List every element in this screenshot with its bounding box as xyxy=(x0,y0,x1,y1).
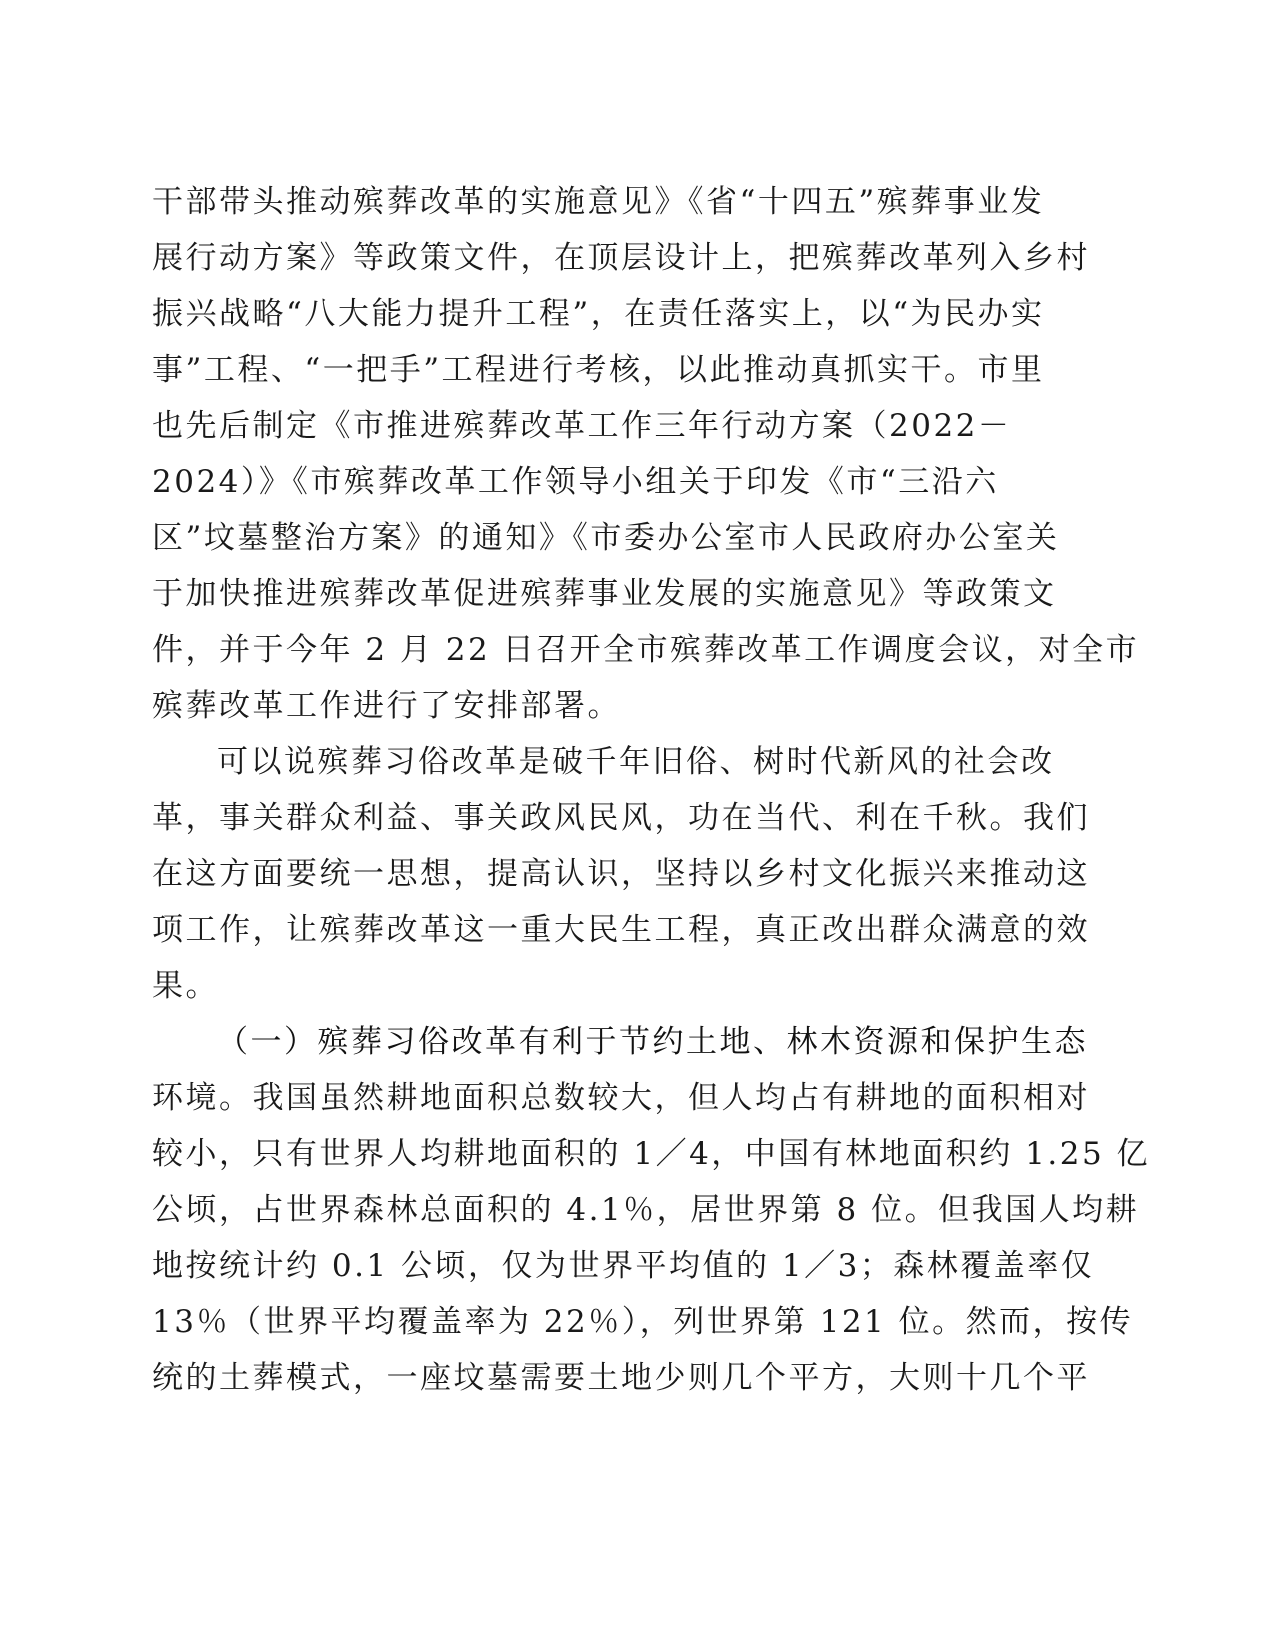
paragraph-1-line-6: 2024）》《市殡葬改革工作领导小组关于印发《市“三沿六 xyxy=(152,464,999,500)
paragraph-3-line-3: 较小，只有世界人均耕地面积的 1／4，中国有林地面积约 1.25 亿 xyxy=(152,1136,1151,1172)
paragraph-2-line-2: 革，事关群众利益、事关政风民风，功在当代、利在千秋。我们 xyxy=(152,800,1090,836)
paragraph-3-line-2: 环境。我国虽然耕地面积总数较大，但人均占有耕地的面积相对 xyxy=(152,1080,1090,1116)
paragraph-2-line-3: 在这方面要统一思想，提高认识，坚持以乡村文化振兴来推动这 xyxy=(152,856,1090,892)
paragraph-3-line-1: （一）殡葬习俗改革有利于节约土地、林木资源和保护生态 xyxy=(217,1024,1088,1060)
paragraph-3-line-7: 统的土葬模式，一座坟墓需要土地少则几个平方，大则十几个平 xyxy=(152,1360,1090,1396)
paragraph-1-line-4: 事”工程、“一把手”工程进行考核，以此推动真抓实干。市里 xyxy=(152,352,1045,388)
paragraph-1-line-8: 于加快推进殡葬改革促进殡葬事业发展的实施意见》等政策文 xyxy=(152,576,1057,612)
paragraph-3-line-6: 13％（世界平均覆盖率为 22％），列世界第 121 位。然而，按传 xyxy=(152,1304,1134,1340)
paragraph-3-line-4: 公顷，占世界森林总面积的 4.1％，居世界第 8 位。但我国人均耕 xyxy=(152,1192,1140,1228)
paragraph-1-line-3: 振兴战略“八大能力提升工程”，在责任落实上，以“为民办实 xyxy=(152,296,1045,332)
paragraph-2-line-4: 项工作，让殡葬改革这一重大民生工程，真正改出群众满意的效 xyxy=(152,912,1090,948)
paragraph-1-line-9: 件，并于今年 2 月 22 日召开全市殡葬改革工作调度会议，对全市 xyxy=(152,632,1140,668)
paragraph-2-line-1: 可以说殡葬习俗改革是破千年旧俗、树时代新风的社会改 xyxy=(217,744,1055,780)
paragraph-1-line-10: 殡葬改革工作进行了安排部署。 xyxy=(152,688,621,724)
paragraph-1-line-2: 展行动方案》等政策文件，在顶层设计上，把殡葬改革列入乡村 xyxy=(152,240,1090,276)
paragraph-1-line-1: 干部带头推动殡葬改革的实施意见》《省“十四五”殡葬事业发 xyxy=(152,184,1045,220)
paragraph-3-line-5: 地按统计约 0.1 公顷，仅为世界平均值的 1／3；森林覆盖率仅 xyxy=(152,1248,1095,1284)
paragraph-1-line-7: 区”坟墓整治方案》的通知》《市委办公室市人民政府办公室关 xyxy=(152,520,1060,556)
paragraph-2-line-5: 果。 xyxy=(152,968,219,1004)
paragraph-1-line-5: 也先后制定《市推进殡葬改革工作三年行动方案（2022－ xyxy=(152,408,1012,444)
